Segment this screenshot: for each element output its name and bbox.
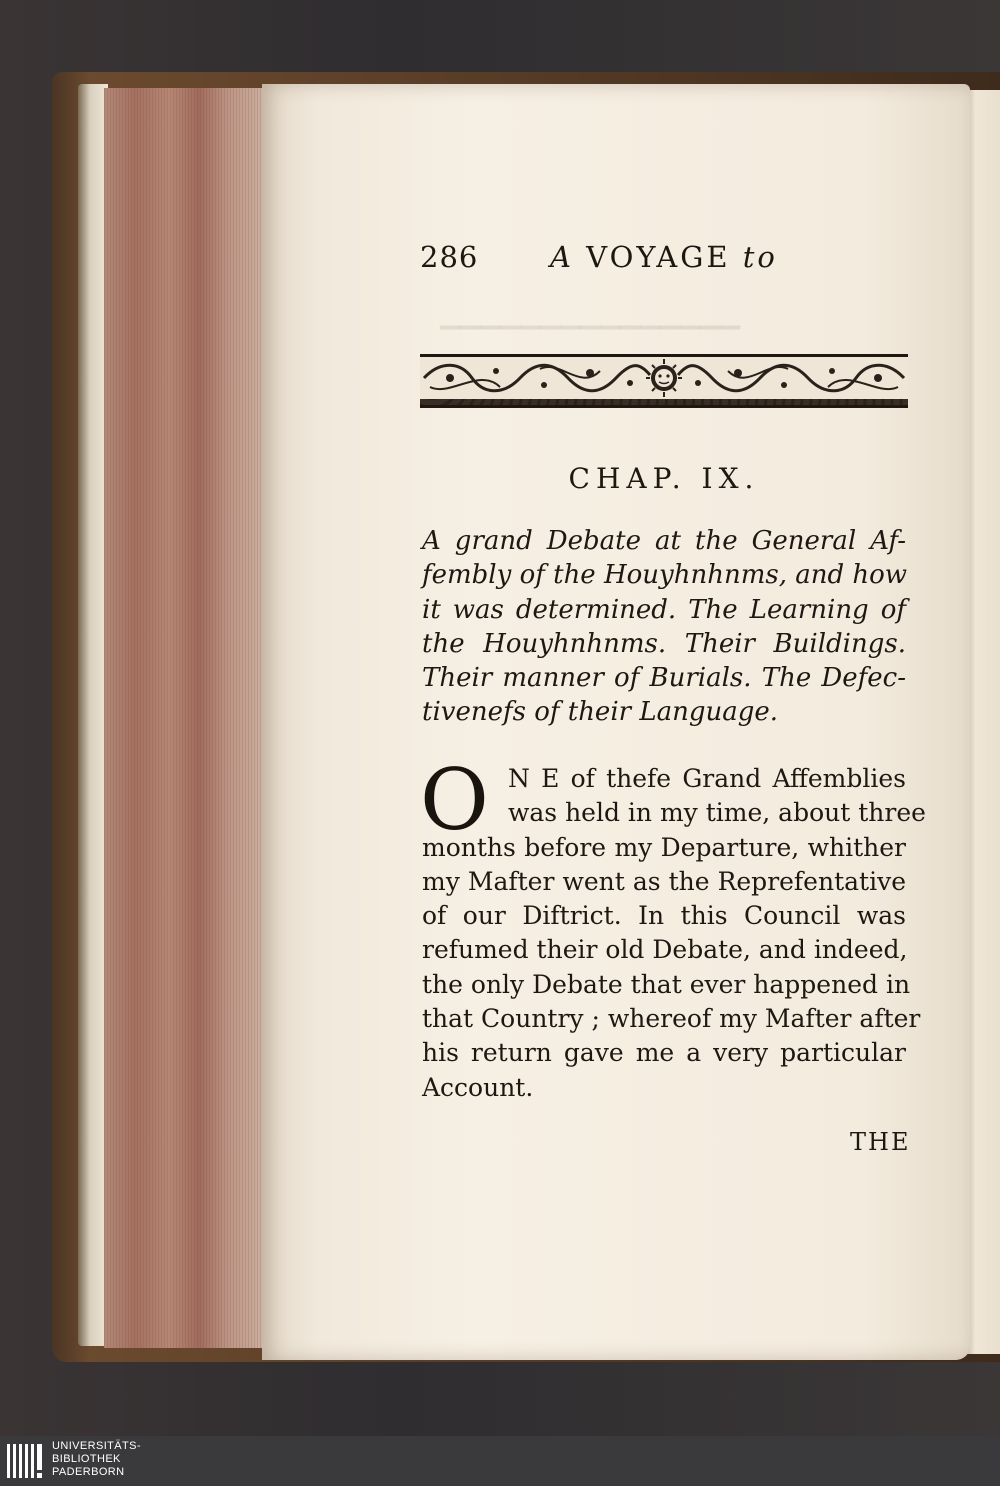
chapter-summary xyxy=(422,524,906,730)
ornament-scroll-icon xyxy=(420,357,908,399)
chapter-title: CHAP. IX. xyxy=(568,462,760,495)
library-name xyxy=(52,1440,141,1479)
running-head-main: VOYAGE xyxy=(586,240,743,274)
body-line: of our Diftrict. In this Council was xyxy=(422,901,906,931)
page-header xyxy=(420,240,910,280)
running-head-prefix: A xyxy=(550,240,587,274)
body-line: was held in my time, about three xyxy=(508,798,926,828)
library-name-line: BIBLIOTHEK xyxy=(52,1453,121,1465)
footer-bar xyxy=(0,1436,1000,1486)
body-line: refumed their old Debate, and indeed, xyxy=(422,935,908,965)
summary-line: Their manner of Burials. The Defec- xyxy=(422,663,906,694)
summary-line: fembly of the Houyhnhnms, and how xyxy=(422,560,908,591)
summary-line: the Houyhnhnms. Their Buildings. xyxy=(422,628,906,659)
summary-line: A grand Debate at the General Af- xyxy=(422,526,906,556)
page-block-edges xyxy=(104,88,276,1348)
catchword: THE xyxy=(850,1128,911,1156)
library-name-line: PADERBORN xyxy=(52,1466,125,1478)
drop-cap: O xyxy=(420,751,489,849)
summary-line: tivenefs of their Language. xyxy=(422,697,779,728)
running-head-suffix: to xyxy=(742,240,778,274)
show-through-text: ▁▁▁▁▁▁▁▁▁▁▁▁▁▁▁ xyxy=(440,300,740,330)
headpiece-ornament xyxy=(420,354,908,408)
body-line: my Mafter went as the Reprefentative xyxy=(422,866,906,896)
library-logo-icon xyxy=(6,1440,46,1482)
body-line: months before my Departure, whither xyxy=(422,832,906,862)
page-number: 286 xyxy=(420,240,479,274)
body-line: that Country ; whereof my Mafter after xyxy=(422,1004,921,1034)
running-head xyxy=(550,240,778,274)
body-line: the only Debate that ever happened in xyxy=(422,969,911,999)
body-paragraph xyxy=(420,751,926,1105)
library-name-line: UNIVERSITÄTS- xyxy=(52,1440,141,1452)
body-line: Account. xyxy=(422,1072,534,1102)
summary-line: it was determined. The Learning of xyxy=(422,594,906,625)
body-line: his return gave me a very particular xyxy=(422,1038,906,1068)
body-line: N E of thefe Grand Affemblies xyxy=(508,764,906,793)
